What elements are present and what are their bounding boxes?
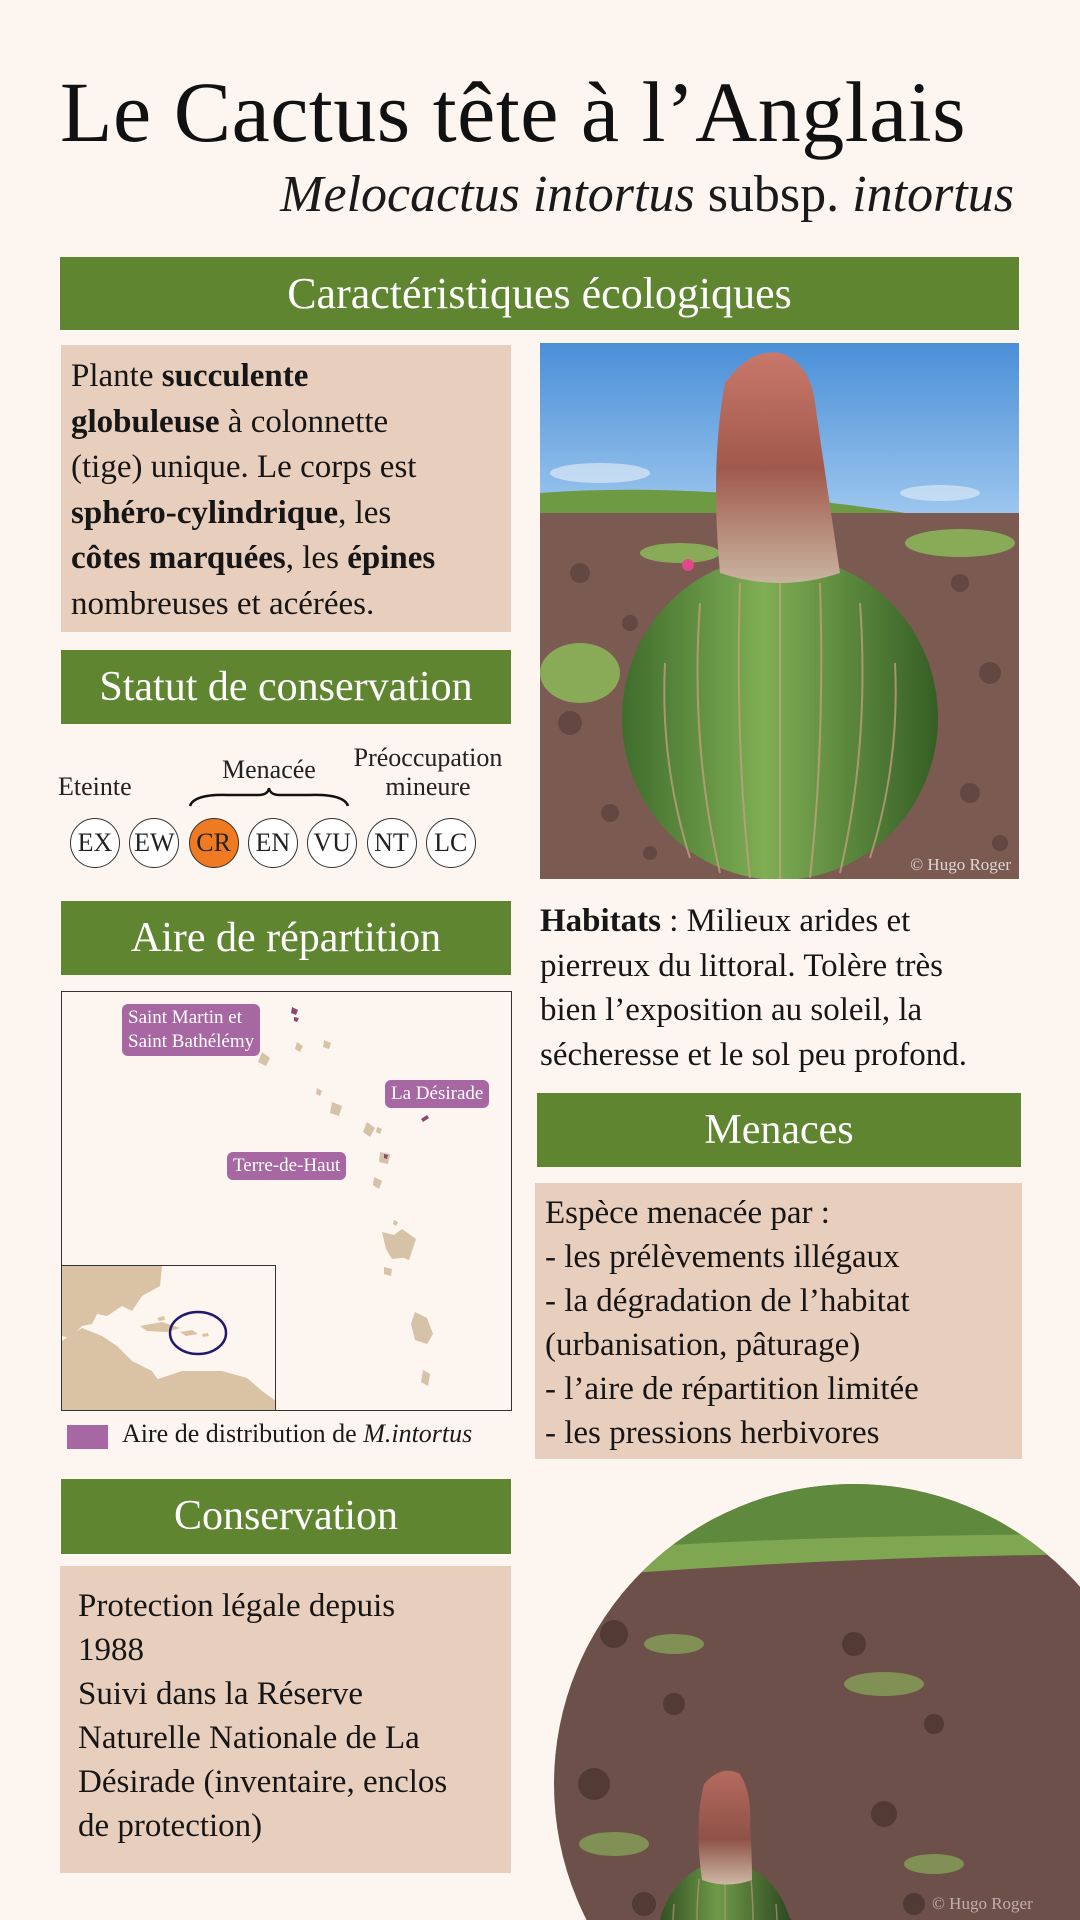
status-en: EN: [248, 818, 298, 868]
photo-credit: © Hugo Roger: [910, 855, 1011, 874]
conservation-banner: Conservation: [61, 1479, 511, 1554]
map-legend-text: Aire de distribution de M.intortus: [122, 1419, 473, 1448]
photo-credit-secondary: © Hugo Roger: [932, 1894, 1033, 1913]
page-title: Le Cactus tête à l’Anglais: [60, 64, 967, 160]
desc-line-1: Plante succulente: [71, 358, 309, 394]
conservation-line: Désirade (inventaire, enclos: [78, 1764, 448, 1800]
habitat-text: Habitats : Milieux arides et pierreux du littoral. Tolère très bien l’exposition au soleil, la sécheresse et le sol peu profond.: [540, 903, 968, 1073]
cactus-photo-main-image: [540, 343, 1019, 879]
threats-box: [535, 1183, 1022, 1459]
desc-line-5: côtes marquées, les épines: [71, 540, 436, 576]
threat-line: (urbanisation, pâturage): [545, 1327, 861, 1363]
threat-line: - la dégradation de l’habitat: [545, 1283, 910, 1319]
threat-line: - les pressions herbivores: [545, 1415, 880, 1451]
status-cr: CR: [189, 818, 239, 868]
subspecies: intortus: [852, 166, 1014, 223]
map-label-desirade: La Désirade: [385, 1080, 489, 1108]
cactus-photo-secondary: [554, 1484, 1080, 1920]
map-label-terre-de-haut: Terre-de-Haut: [227, 1152, 346, 1180]
status-vu: VU: [307, 818, 357, 868]
inset-map-image: [62, 1266, 276, 1411]
desc-line-6: nombreuses et acérées.: [71, 585, 375, 622]
status-lc: LC: [426, 818, 476, 868]
conservation-line: Protection légale depuis: [78, 1588, 396, 1624]
status-label-extinct: Eteinte: [58, 772, 132, 801]
threat-line: - les prélèvements illégaux: [545, 1239, 900, 1275]
genus-species: Melocactus intortus: [280, 166, 695, 223]
status-nt: NT: [367, 818, 417, 868]
status-ex: EX: [70, 818, 120, 868]
cactus-photo-secondary-image: [554, 1484, 1080, 1920]
status-ew: EW: [129, 818, 179, 868]
map-legend-swatch: [67, 1425, 108, 1449]
desc-line-2: globuleuse à colonnette: [71, 403, 389, 440]
rank: subsp.: [707, 166, 840, 223]
desc-line-4: sphéro-cylindrique, les: [71, 494, 392, 531]
status-banner: Statut de conservation: [61, 650, 511, 724]
conservation-line: 1988: [78, 1632, 144, 1668]
conservation-list: [78, 1584, 493, 1848]
threatened-bracket: [188, 786, 350, 808]
scientific-name: [280, 165, 1014, 224]
conservation-line: de protection): [78, 1808, 263, 1844]
cactus-photo-main: [540, 343, 1019, 879]
conservation-box: [60, 1566, 511, 1873]
threats-banner: Menaces: [537, 1093, 1021, 1167]
range-banner: Aire de répartition: [61, 901, 511, 975]
status-label-threatened: Menacée: [222, 755, 316, 784]
range-map: [61, 991, 512, 1411]
inset-map: [62, 1265, 276, 1411]
ecology-banner: Caractéristiques écologiques: [60, 257, 1019, 330]
threat-line: Espèce menacée par :: [545, 1195, 830, 1231]
conservation-line: Naturelle Nationale de La: [78, 1720, 420, 1756]
threat-line: - l’aire de répartition limitée: [545, 1371, 919, 1407]
desc-line-3: (tige) unique. Le corps est: [71, 449, 417, 485]
threats-list: [545, 1191, 1012, 1455]
conservation-line: Suivi dans la Réserve: [78, 1676, 364, 1712]
habitat-label: Habitats: [540, 903, 662, 939]
description-box: [61, 345, 511, 632]
map-label-saint-martin: Saint Martin et Saint Bathélémy: [122, 1004, 260, 1056]
status-label-least-concern: Préoccupation mineure: [353, 743, 503, 801]
